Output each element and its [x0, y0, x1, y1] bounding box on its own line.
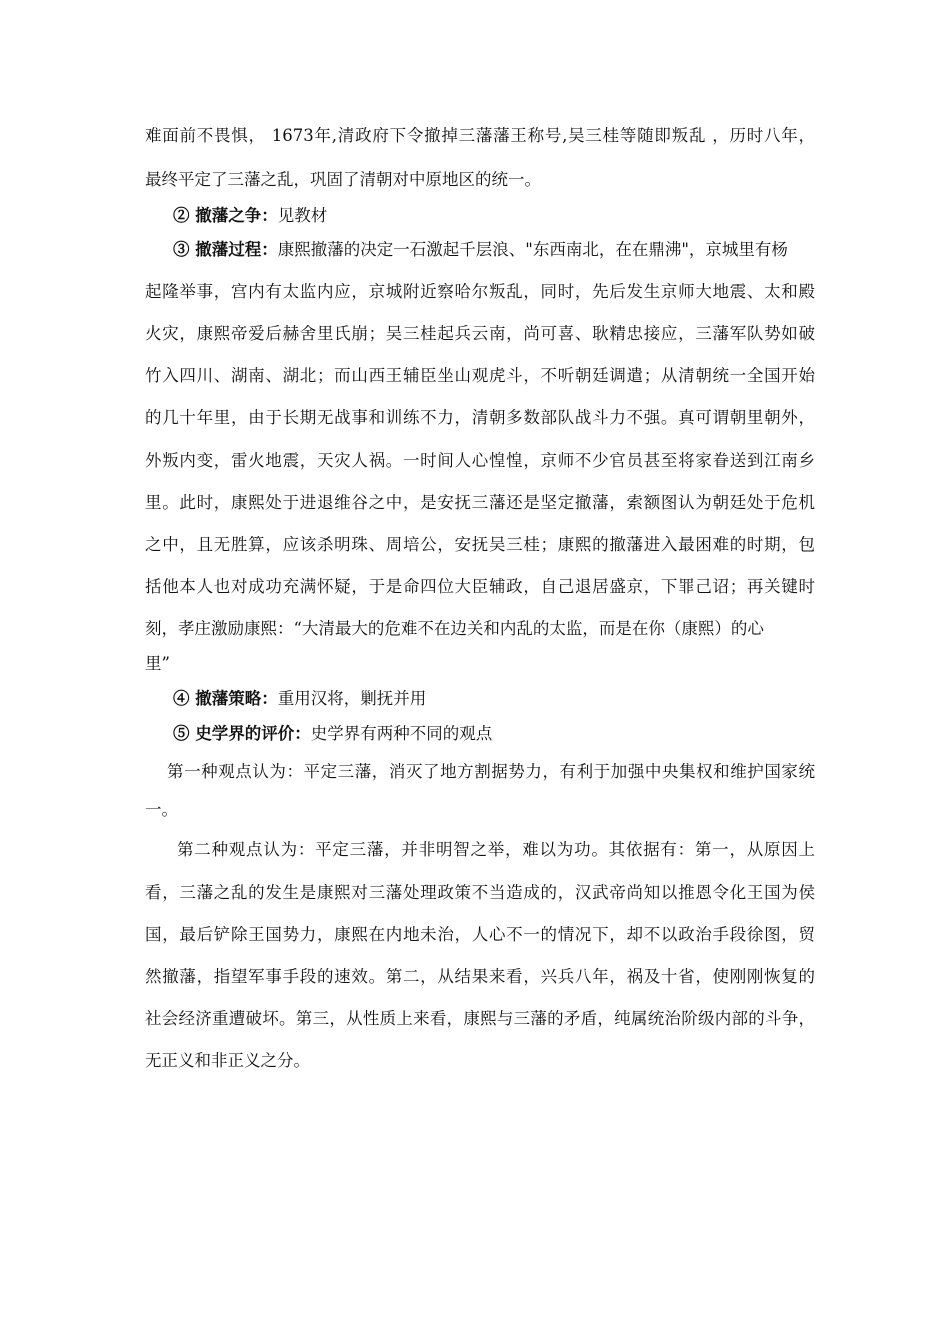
heading-shi-xue-jie-ping-jia: [173, 724, 843, 744]
paragraph-line: 看，三藩之乱的发生是康熙对三藩处理政策不当造成的，汉武帝尚知以推恩令化王国为侯: [145, 883, 815, 902]
paragraph-line: 里”: [145, 654, 170, 673]
paragraph-line: 国，最后铲除王国势力，康熙在内地未治，人心不一的情况下，却不以政治手段徐图，贸: [145, 925, 815, 944]
paragraph-line: 难面前不畏惧， 1673年,清政府下令撤掉三藩藩王称号,吴三桂等随即叛乱 ，历时八年，: [145, 126, 815, 145]
heading-label: ④ 撤藩策略：: [173, 689, 278, 708]
heading-che-fan-guo-cheng: [173, 240, 815, 260]
paragraph-line: 第一种观点认为：平定三藩，消灭了地方割据势力，有利于加强中央集权和维护国家统: [167, 762, 815, 781]
paragraph-line: 一。: [145, 800, 178, 819]
paragraph-line: 刻，孝庄激励康熙：“大清最大的危难不在边关和内乱的太监，而是在你（康熙）的心: [145, 619, 764, 638]
paragraph-line: 括他本人也对成功充满怀疑，于是命四位大臣辅政，自己退居盛京，下罪己诏；再关键时: [145, 577, 815, 596]
paragraph-line: 的几十年里，由于长期无战事和训练不力，清朝多数部队战斗力不强。真可谓朝里朝外，: [145, 408, 815, 427]
paragraph-line: 第二种观点认为：平定三藩，并非明智之举，难以为功。其依据有：第一，从原因上: [177, 840, 815, 859]
heading-label: ⑤ 史学界的评价：: [173, 724, 311, 743]
paragraph-line: 外叛内变，雷火地震，天灾人祸。一时间人心惶惶，京师不少官员甚至将家眷送到江南乡: [145, 451, 815, 470]
heading-label: ③ 撤藩过程：: [173, 240, 278, 259]
paragraph-line: 之中，且无胜算，应该杀明珠、周培公，安抚吴三桂；康熙的撤藩进入最困难的时期，包: [145, 535, 815, 554]
heading-text: 史学界有两种不同的观点: [310, 724, 493, 743]
heading-che-fan-zhi-zheng: [173, 206, 843, 226]
paragraph-line: 然撤藩，指望军事手段的速效。第二，从结果来看，兴兵八年，祸及十省，使刚刚恢复的: [145, 967, 815, 986]
heading-label: ② 撤藩之争：: [173, 206, 278, 225]
paragraph-line: 社会经济重遭破坏。第三，从性质上来看，康熙与三藩的矛盾，纯属统治阶级内部的斗争，: [145, 1009, 815, 1028]
heading-text: 见教材: [277, 206, 328, 225]
paragraph-line: 康熙撤藩的决定一石激起千层浪、"东西南北，在在鼎沸"，京城里有杨: [277, 240, 788, 259]
paragraph-line: 竹入四川、湖南、湖北；而山西王辅臣坐山观虎斗，不听朝廷调遣；从清朝统一全国开始: [145, 366, 815, 385]
heading-text: 重用汉将，剿抚并用: [277, 689, 427, 708]
paragraph-line: 起隆举事，宫内有太监内应，京城附近察哈尔叛乱，同时，先后发生京师大地震、太和殿: [145, 282, 815, 301]
heading-che-fan-ce-lue: [173, 689, 843, 709]
paragraph-line: 里。此时，康熙处于进退维谷之中，是安抚三藩还是坚定撤藩，索额图认为朝廷处于危机: [145, 493, 815, 512]
paragraph-line: 最终平定了三藩之乱，巩固了清朝对中原地区的统一。: [145, 170, 541, 189]
paragraph-line: 无正义和非正义之分。: [145, 1051, 310, 1070]
paragraph-line: 火灾，康熙帝爱后赫舍里氏崩；吴三桂起兵云南，尚可喜、耿精忠接应，三藩军队势如破: [145, 324, 815, 343]
